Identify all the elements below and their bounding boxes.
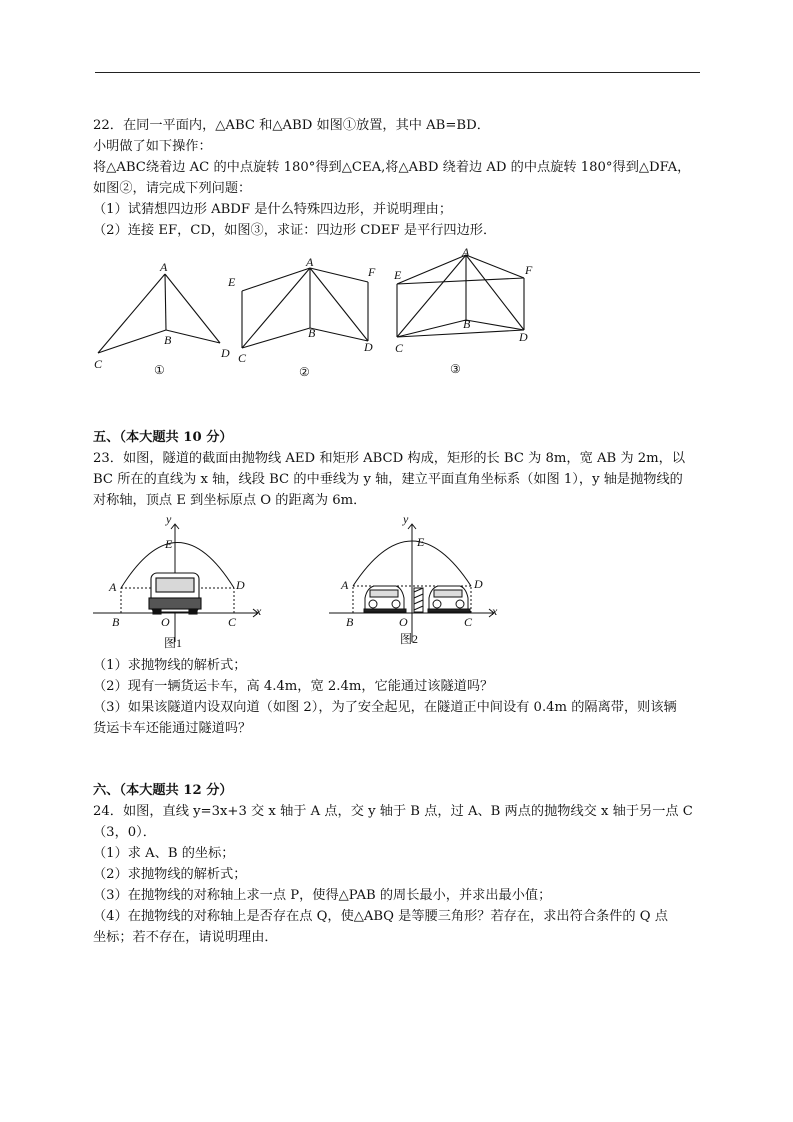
q23-line-1: 23．如图，隧道的截面由抛物线 AED 和矩形 ABCD 构成，矩形的长 BC 为 8m，宽 AB 为 2m，以 [93, 451, 686, 466]
q23-line-3: 对称轴，顶点 E 到坐标原点 O 的距离为 6m． [93, 493, 367, 508]
q23-part-3-cont: 货运卡车还能通过隧道吗？ [93, 721, 252, 736]
fig3-caption: ③ [450, 362, 461, 376]
t1-label-x: x [256, 604, 262, 618]
fig3-label-b: B [463, 317, 471, 331]
t2-label-e: E [417, 535, 425, 549]
fig3-label-f: F [525, 263, 533, 277]
fig2-label-c: C [238, 351, 247, 365]
q24-part-2: （2）求抛物线的解析式； [93, 867, 247, 882]
car-left-icon [364, 586, 406, 612]
header-rule [95, 72, 700, 73]
q24-line-1: 24．如图，直线 y=3x+3 交 x 轴于 A 点，交 y 轴于 B 点，过 A、B 两点的抛物线交 x 轴于另一点 C [93, 804, 693, 819]
q24-part-4: （4）在抛物线的对称轴上是否存在点 Q，使△ABQ 是等腰三角形？若存在，求出符合条件的 Q 点 [93, 909, 668, 924]
q24-part-1: （1）求 A、B 的坐标； [93, 846, 235, 861]
fig3-label-c: C [395, 341, 404, 355]
q23-part-3: （3）如果该隧道内设双向道（如图 2），为了安全起见，在隧道正中间设有 0.4m 的隔离带，则该辆 [93, 700, 677, 715]
fig1-caption: ① [154, 363, 165, 377]
t2-label-a: A [341, 578, 349, 592]
q22-figure-1 [90, 258, 240, 378]
fig3-label-e: E [394, 268, 402, 282]
fig1-label-d: D [221, 346, 230, 360]
section-6-heading: 六、（本大题共 12 分） [93, 783, 233, 798]
t1-label-e: E [165, 537, 173, 551]
median-strip-icon [414, 588, 423, 612]
q23-figure-1 [90, 512, 280, 652]
t1-label-c: C [228, 615, 237, 629]
t2-label-b: B [346, 615, 354, 629]
fig1-label-a: A [160, 260, 168, 274]
fig2-label-f: F [368, 265, 376, 279]
fig2-label-d: D [364, 340, 373, 354]
t1-label-y: y [166, 512, 172, 526]
t1-label-b: B [112, 615, 120, 629]
q24-line-2: （3，0）． [93, 825, 156, 840]
car-right-icon [428, 586, 470, 612]
t1-label-a: A [109, 580, 117, 594]
q22-line-3: 将△ABC绕着边 AC 的中点旋转 180°得到△CEA,将△ABD 绕着边 AD 的中点旋转 180°得到△DFA， [93, 160, 691, 175]
q22-line-4: 如图②，请完成下列问题： [93, 181, 252, 196]
fig2-caption: ② [299, 365, 310, 379]
t2-label-x: x [492, 604, 498, 618]
q22-line-2: 小明做了如下操作： [93, 139, 212, 154]
fig2-label-a: A [306, 255, 314, 269]
truck-icon [149, 573, 201, 614]
q23-figure-2 [326, 512, 516, 652]
t2-label-c: C [464, 615, 473, 629]
q24-part-4-cont: 坐标；若不存在，请说明理由． [93, 930, 278, 945]
q24-part-3: （3）在抛物线的对称轴上求一点 P，使得△PAB 的周长最小，并求出最小值； [93, 888, 552, 903]
q22-figure-3 [388, 244, 548, 379]
fig3-label-a: A [462, 245, 470, 259]
fig1-label-b: B [164, 333, 172, 347]
q22-line-1: 22．在同一平面内，△ABC 和△ABD 如图①放置，其中 AB=BD． [93, 118, 490, 133]
fig2-label-b: B [308, 326, 316, 340]
q23-part-2: （2）现有一辆货运卡车，高 4.4m，宽 2.4m，它能通过该隧道吗？ [93, 679, 494, 694]
t1-label-d: D [236, 578, 245, 592]
fig1-label-c: C [94, 357, 103, 371]
q22-line-6: （2）连接 EF，CD，如图③，求证：四边形 CDEF 是平行四边形． [93, 223, 497, 238]
t2-caption: 图2 [400, 632, 419, 646]
fig2-label-e: E [228, 275, 236, 289]
t1-label-o: O [161, 615, 170, 629]
t2-label-d: D [474, 577, 483, 591]
t2-label-y: y [403, 512, 409, 526]
section-5-heading: 五、（本大题共 10 分） [93, 430, 233, 445]
q23-part-1: （1）求抛物线的解析式； [93, 658, 247, 673]
q23-line-2: BC 所在的直线为 x 轴，线段 BC 的中垂线为 y 轴，建立平面直角坐标系（如图 1），y 轴是抛物线的 [93, 472, 683, 487]
q22-figure-2 [228, 256, 388, 381]
t1-caption: 图1 [164, 636, 183, 650]
q22-line-5: （1）试猜想四边形 ABDF 是什么特殊四边形，并说明理由； [93, 202, 453, 217]
t2-label-o: O [399, 615, 408, 629]
fig3-label-d: D [519, 330, 528, 344]
